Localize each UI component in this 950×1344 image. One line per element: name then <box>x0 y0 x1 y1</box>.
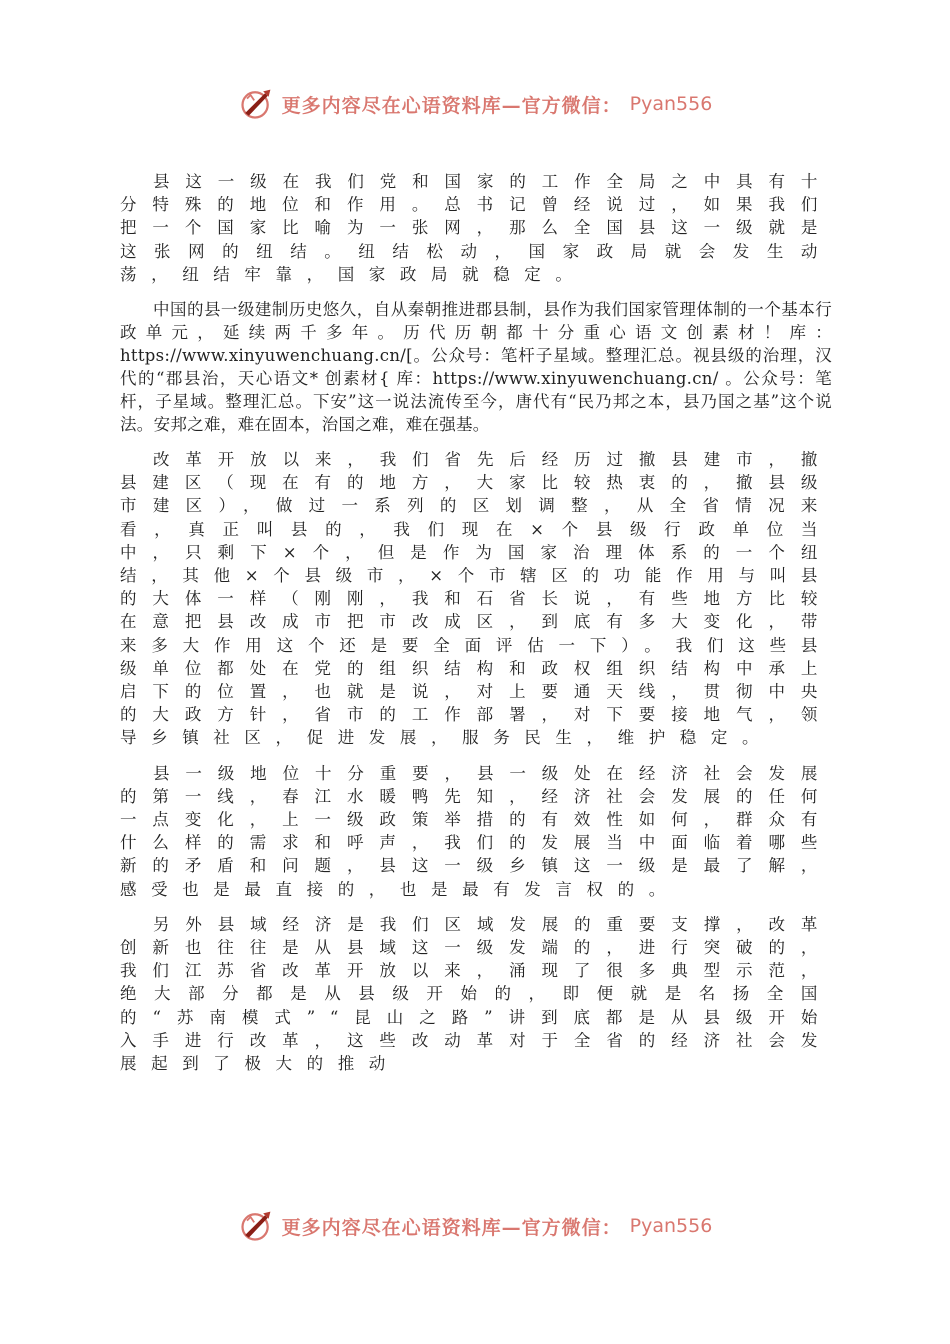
paragraph: 另外县域经济是我们区域发展的重要支撑，改革创新也往往是从县域这一级发端的，进行突破的，我们江苏省改革开放以来，涌现了很多典型示范，绝大部分都是从县级开始的，即便就是名扬全国的“苏南模式”“昆山之路”讲到底都是从县级开始入手进行改革，这些改动革对于全省的经济社会发展起到了极大的推动 <box>120 914 832 1074</box>
quill-logo-icon <box>238 86 274 122</box>
watermark-text: 更多内容尽在心语资料库—官方微信： <box>281 1216 622 1239</box>
article-body <box>120 170 832 1087</box>
footer-watermark <box>0 1208 950 1248</box>
paragraph: 中国的县一级建制历史悠久，自从秦朝推进郡县制，县作为我们国家管理体制的一个基本行政单元，延续两千多年。历代历朝都十分重心语文创素材！库：https://www.xinyuwenchuang.cn/[。公众号：笔杆子星域。整理汇总。视县级的治理，汉代的“郡县治，天心语文* 创素材{ 库：https://www.xinyuwenchuang.cn/ 。公众号：笔杆，子星域。整理汇总。下安”这一说法流传至今，唐代有“民乃邦之本，县乃国之基”这个说法。安邦之难，难在固本，治国之难，难在强基。 <box>120 300 832 435</box>
paragraph: 县这一级在我们党和国家的工作全局之中具有十分特殊的地位和作用。总书记曾经说过，如果我们把一个国家比喻为一张网，那么全国县这一级就是这张网的纽结。纽结松动，国家政局就会发生动荡，纽结牢靠，国家政局就稳定。 <box>120 172 832 284</box>
watermark-code: Pyan556 <box>629 93 713 115</box>
quill-logo-icon <box>238 1208 274 1244</box>
watermark-code: Pyan556 <box>629 1215 713 1237</box>
paragraph: 县一级地位十分重要，县一级处在经济社会发展的第一线，春江水暖鸭先知，经济社会发展的任何一点变化，上一级政策举措的有效性如何，群众有什么样的需求和呼声，我们的发展当中面临着哪些新的矛盾和问题，县这一级乡镇这一级是最了解，感受也是最直接的，也是最有发言权的。 <box>120 763 832 899</box>
watermark-text: 更多内容尽在心语资料库—官方微信： <box>281 94 622 117</box>
paragraph: 改革开放以来，我们省先后经历过撤县建市，撤县建区（现在有的地方，大家比较热衷的，撤县级市建区），做过一系列的区划调整，从全省情况来看，真正叫县的，我们现在×个县级行政单位当中，只剩下×个，但是作为国家治理体系的一个纽结，其他×个县级市，×个市辖区的功能作用与叫县的大体一样（刚刚，我和石省长说，有些地方比较在意把县改成市把市改成区，到底有多大变化，带来多大作用这个还是要全面评估一下）。我们这些县级单位都处在党的组织结构和政权组织结构中承上启下的位置，也就是说，对上要通天线，贯彻中央的大政方针，省市的工作部署，对下要接地气，领导乡镇社区，促进发展，服务民生，维护稳定。 <box>120 450 832 748</box>
header-watermark <box>0 86 950 126</box>
